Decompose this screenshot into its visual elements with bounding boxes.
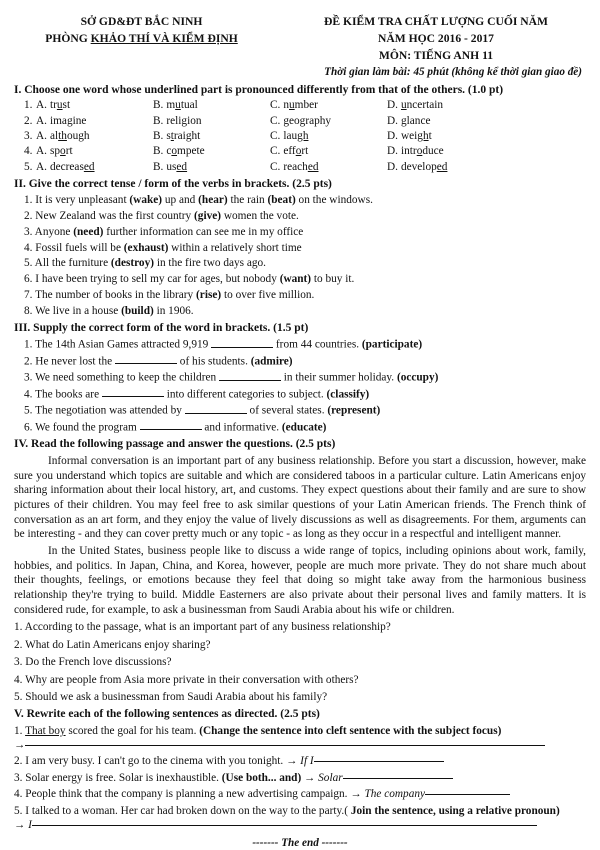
list-item: 1. It is very unpleasant (wake) up and (hear) the rain (beat) on the windows.: [24, 194, 373, 207]
list-item: 2. I am very busy. I can't go to the cinema with you tonight. → If I: [14, 754, 586, 768]
part1-options: [14, 98, 586, 174]
answer-blank[interactable]: [425, 794, 510, 795]
part2-items: [14, 193, 586, 318]
time-allowance: Thời gian làm bài: 45 phút (không kể thời gian giao đề): [324, 66, 582, 79]
verb-in-brackets: (beat): [267, 194, 296, 207]
list-item: 4. The books are into different categories to subject. (classify): [24, 388, 370, 401]
answer-blank[interactable]: [32, 825, 537, 826]
question-number: 5.: [24, 160, 33, 173]
option-a[interactable]: A. sport: [36, 145, 73, 158]
question-number: 1.: [24, 99, 33, 112]
option-b[interactable]: B. compete: [153, 145, 205, 158]
list-item: 4. Fossil fuels will be (exhaust) within a relatively short time: [24, 241, 302, 254]
answer-blank[interactable]: [185, 403, 247, 414]
option-b[interactable]: B. used: [153, 160, 188, 173]
part5-items: [14, 724, 586, 832]
question-number: 4.: [24, 145, 33, 158]
list-item: 2. What do Latin Americans enjoy sharing?: [14, 638, 211, 651]
the-end-marker: ------- The end -------: [252, 837, 348, 850]
part4-title: IV. Read the following passage and answer the questions. (2.5 pts): [14, 438, 336, 451]
answer-blank[interactable]: [102, 387, 164, 398]
verb-in-brackets: (wake): [129, 194, 163, 207]
answer-blank[interactable]: [211, 337, 273, 348]
verb-in-brackets: (want): [279, 273, 312, 286]
list-item: 8. We live in a house (build) in 1906.: [24, 304, 194, 317]
list-item: 1. That boy scored the goal for his team. (Change the sentence into cleft sentence with the subject focus): [14, 724, 502, 737]
exam-title-block: [286, 14, 586, 64]
option-d[interactable]: D. weight: [387, 129, 432, 142]
option-a[interactable]: A. imagine: [36, 114, 87, 127]
question-row: [14, 144, 586, 158]
list-item: 4. People think that the company is planning a new advertising campaign. → The company: [14, 787, 586, 801]
answer-blank[interactable]: [314, 761, 444, 762]
verb-in-brackets: (build): [121, 304, 154, 317]
verb-in-brackets: (rise): [196, 289, 222, 302]
option-c[interactable]: C. number: [270, 99, 318, 112]
list-item: 2. He never lost the of his students. (admire): [24, 355, 293, 368]
list-item: 2. New Zealand was the first country (give) women the vote.: [24, 209, 299, 222]
list-item: 3. Anyone (need) further information can see me in my office: [24, 225, 304, 238]
option-b[interactable]: B. mutual: [153, 99, 198, 112]
option-b[interactable]: B. straight: [153, 129, 201, 142]
department-line: SỞ GD&ĐT BẮC NINH: [80, 15, 203, 28]
subject-line: MÔN: TIẾNG ANH 11: [378, 48, 494, 62]
part5-title: V. Rewrite each of the following sentences as directed. (2.5 pts): [14, 708, 320, 721]
answer-blank[interactable]: [25, 745, 545, 746]
option-d[interactable]: D. introduce: [387, 145, 444, 158]
list-item: 1. According to the passage, what is an important part of any business relationship?: [14, 621, 391, 634]
list-item: 4. Why are people from Asia more private in their conversation with others?: [14, 673, 359, 686]
part3-items: [14, 337, 586, 434]
question-number: 3.: [24, 129, 33, 142]
answer-blank[interactable]: [219, 370, 281, 381]
option-b[interactable]: B. religion: [153, 114, 202, 127]
verb-in-brackets: (hear): [198, 194, 228, 207]
list-item: 5. I talked to a woman. Her car had broken down on the way to the party.( Join the sentence, using a relative pronoun): [14, 804, 560, 817]
answer-blank[interactable]: [140, 420, 202, 431]
reading-paragraph-2: In the United States, business people like to discuss a wide range of topics, including opinions about work, family, hobbies, and politics. In Japan, China, and Korea, however, people are much more private. They do not share much about their thoughts, feelings, or emotions because they feel that doing so might take away from the harmonious business relationship they're trying to build. Middle Easterners are also private about their personal lives and family matters. It is considered rude, for example, to ask a businessman from Saudi Arabia about his wife or children.: [14, 545, 586, 616]
underlined-subject: That boy: [25, 724, 66, 737]
list-item: 6. I have been trying to sell my car for ages, but nobody (want) to buy it.: [24, 273, 355, 286]
list-item: 5. Should we ask a businessman from Saudi Arabia about his family?: [14, 690, 328, 703]
option-c[interactable]: C. laugh: [270, 129, 309, 142]
question-row: [14, 160, 586, 174]
school-year: NĂM HỌC 2016 - 2017: [378, 31, 494, 45]
answer-blank[interactable]: [115, 354, 177, 365]
answer-blank[interactable]: [343, 778, 453, 779]
office-line: PHÒNG KHẢO THÍ VÀ KIỂM ĐỊNH: [45, 31, 238, 45]
verb-in-brackets: (destroy): [110, 257, 154, 270]
list-item: 5. The negotiation was attended by of several states. (represent): [24, 404, 381, 417]
answer-line[interactable]: → I: [14, 818, 586, 832]
list-item: 6. We found the program and informative. (educate): [24, 421, 327, 434]
list-item: 1. The 14th Asian Games attracted 9,919 from 44 countries. (participate): [24, 338, 423, 351]
verb-in-brackets: (need): [73, 225, 104, 238]
reading-paragraph-1: Informal conversation is an important part of any business relationship. Before you start a discussion, however, make sure you understand which topics are suitable and which are considered taboos in a particular culture. Latin Americans enjoy sharing information about their local history, art, and customs. They expect questions about their family and are sure to show pictures of their children. You may feel free to ask similar questions of your Latin American friends. The French think of conversation as an art form, and they enjoy the value of lively discussions as well as disagreements. For them, arguments can be interesting - and they can cover pretty much or any topic - as long as they occur in a respectful and intelligent manner.: [14, 455, 586, 541]
list-item: 3. Do the French love discussions?: [14, 656, 172, 669]
option-d[interactable]: D. glance: [387, 114, 431, 127]
option-c[interactable]: C. effort: [270, 145, 309, 158]
exam-title: ĐỀ KIỂM TRA CHẤT LƯỢNG CUỐI NĂM: [324, 15, 548, 28]
list-item: 3. Solar energy is free. Solar is inexhaustible. (Use both... and) → Solar: [14, 771, 586, 785]
question-number: 2.: [24, 114, 33, 127]
option-d[interactable]: D. uncertain: [387, 99, 444, 112]
option-c[interactable]: C. geography: [270, 114, 332, 127]
answer-line[interactable]: →: [14, 738, 586, 752]
verb-in-brackets: (exhaust): [123, 241, 169, 254]
question-row: [14, 129, 586, 143]
part1-title: I. Choose one word whose underlined part is pronounced differently from that of the others. (1.0 pt): [14, 83, 504, 96]
list-item: 3. We need something to keep the children in their summer holiday. (occupy): [24, 371, 439, 384]
option-c[interactable]: C. reached: [270, 160, 319, 173]
school-authority-block: [14, 14, 269, 48]
option-a[interactable]: A. although: [36, 129, 90, 142]
part3-title: III. Supply the correct form of the word in brackets. (1.5 pt): [14, 322, 309, 335]
list-item: 7. The number of books in the library (rise) to over five million.: [24, 289, 315, 302]
question-row: [14, 114, 586, 128]
question-row: [14, 98, 586, 112]
option-a[interactable]: A. decreased: [36, 160, 95, 173]
option-a[interactable]: A. trust: [36, 99, 71, 112]
part4-questions: [14, 620, 586, 704]
part2-title: II. Give the correct tense / form of the verbs in brackets. (2.5 pts): [14, 177, 332, 190]
office-underline: KHẢO THÍ VÀ KIỂM ĐỊNH: [90, 31, 238, 45]
document-header: [14, 14, 586, 64]
verb-in-brackets: (give): [194, 209, 222, 222]
option-d[interactable]: D. developed: [387, 160, 448, 173]
list-item: 5. All the furniture (destroy) in the fire two days ago.: [24, 257, 266, 270]
